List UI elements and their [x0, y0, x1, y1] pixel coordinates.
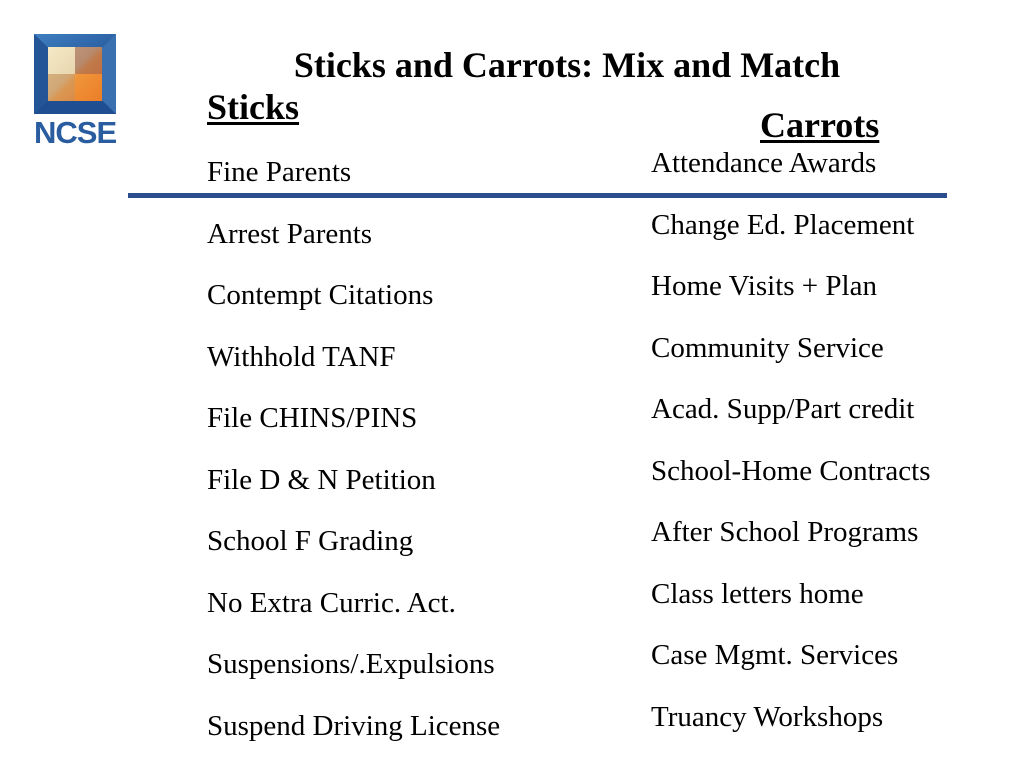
sticks-item: School F Grading [207, 524, 500, 586]
carrots-item: Community Service [651, 331, 930, 393]
sticks-item: Suspensions/.Expulsions [207, 647, 500, 709]
sticks-item: Contempt Citations [207, 278, 500, 340]
sticks-item: File D & N Petition [207, 463, 500, 525]
ncse-logo-text: NCSE [34, 115, 116, 151]
sticks-heading: Sticks [207, 86, 299, 128]
slide-title: Sticks and Carrots: Mix and Match [0, 44, 1024, 86]
sticks-item: Withhold TANF [207, 340, 500, 402]
sticks-item: No Extra Curric. Act. [207, 586, 500, 648]
carrots-list [651, 146, 930, 761]
carrots-item: Case Mgmt. Services [651, 638, 930, 700]
sticks-item: Arrest Parents [207, 217, 500, 279]
carrots-item: Change Ed. Placement [651, 208, 930, 270]
carrots-heading: Carrots [760, 104, 879, 146]
sticks-list [207, 155, 500, 770]
carrots-item: School-Home Contracts [651, 454, 930, 516]
carrots-item: Acad. Supp/Part credit [651, 392, 930, 454]
sticks-item: Fine Parents [207, 155, 500, 217]
carrots-item: Class letters home [651, 577, 930, 639]
sticks-item: File CHINS/PINS [207, 401, 500, 463]
carrots-item: Attendance Awards [651, 146, 930, 208]
sticks-item: Suspend Driving License [207, 709, 500, 770]
carrots-item: Home Visits + Plan [651, 269, 930, 331]
carrots-item: Truancy Workshops [651, 700, 930, 762]
carrots-item: After School Programs [651, 515, 930, 577]
